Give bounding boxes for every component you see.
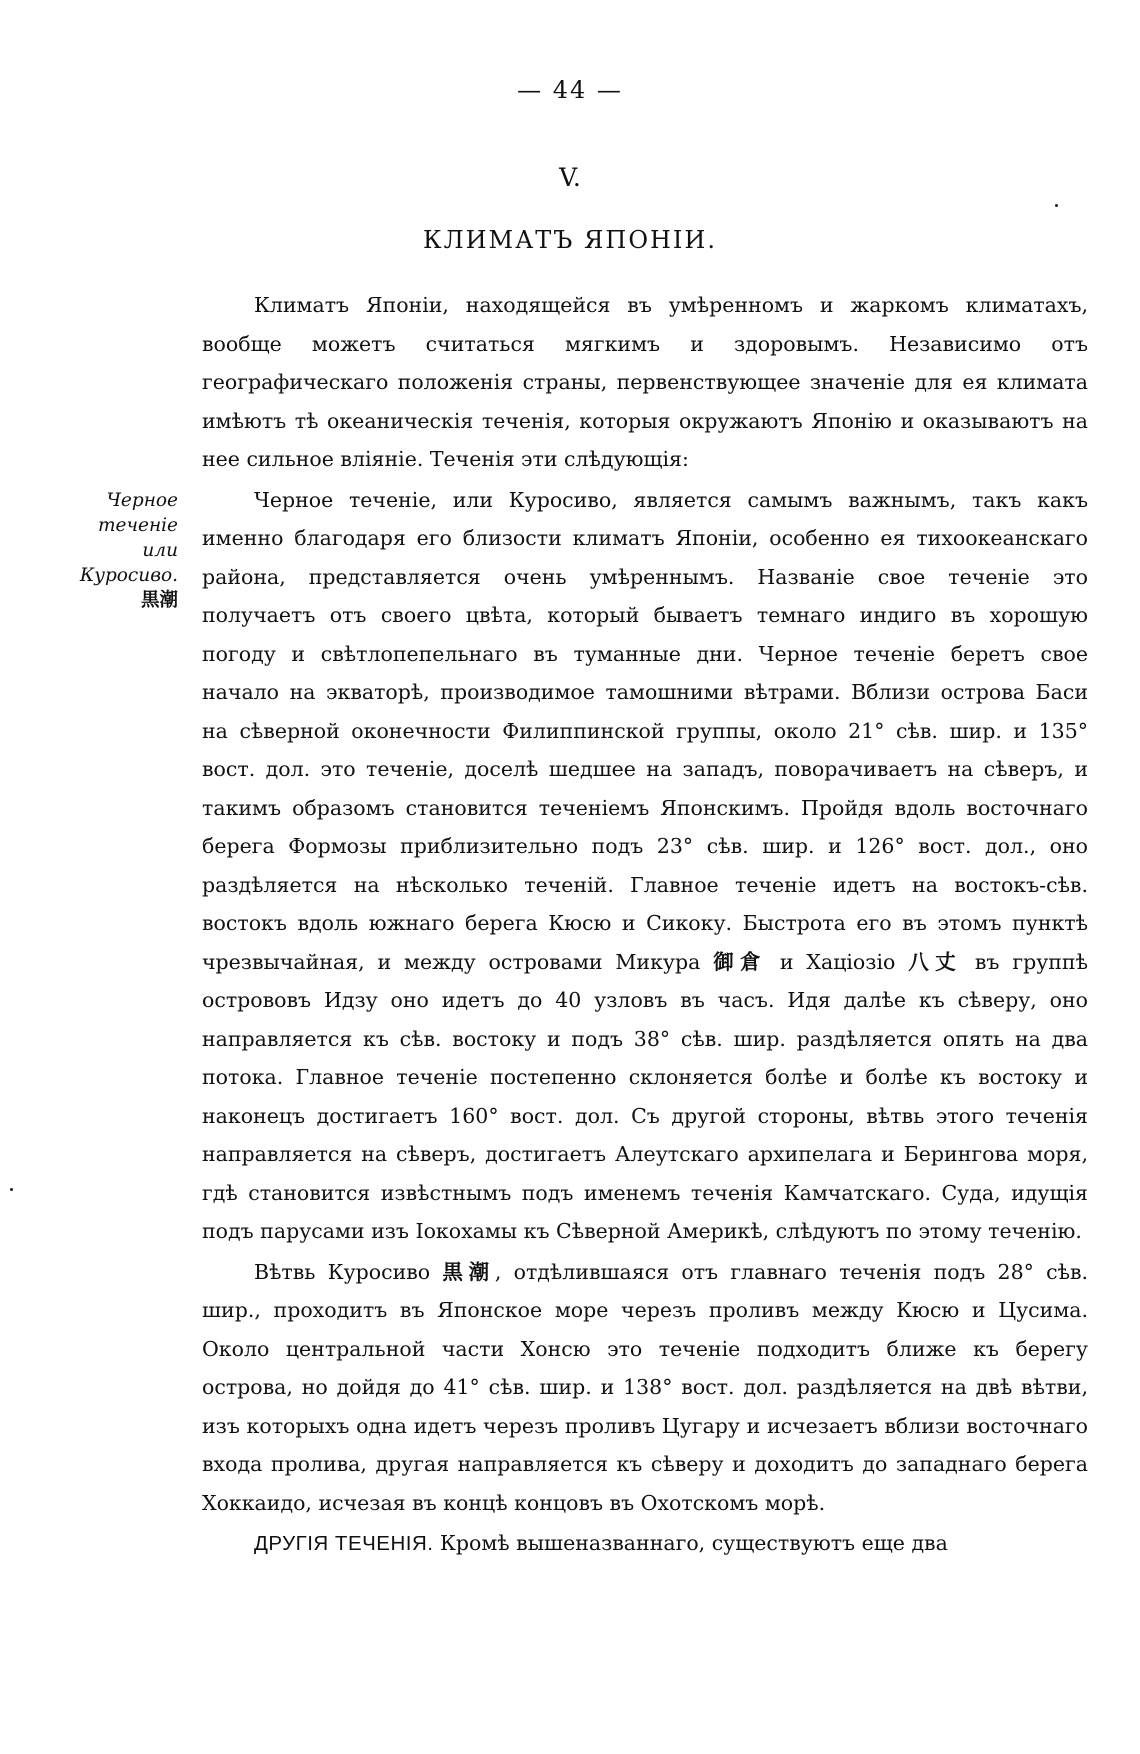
paragraph-other-currents bbox=[202, 1524, 1088, 1564]
stray-dot bbox=[10, 1188, 13, 1191]
margin-note-kanji: 黒潮 bbox=[140, 590, 178, 611]
text-run: , отдѣлившаяся отъ главнаго теченія подъ 28° сѣв. шир., проходитъ въ Японское море черезъ проливъ между Кюсю и Цусима. Около центральной части Хонсю это теченіе подходитъ ближе къ берегу острова, но дойдя до 41° сѣв. шир. и 138° вост. дол. раздѣляется на двѣ вѣтви, изъ которыхъ одна идетъ черезъ проливъ Цугару и исчезаетъ вблизи восточнаго входа пролива, другая направляется къ сѣверу и доходитъ до западнаго берега Хоккаидо, исчезая въ концѣ концовъ въ Охотскомъ морѣ. bbox=[202, 1259, 1089, 1515]
paragraph-climate-intro: Климатъ Японіи, находящейся въ умѣренномъ и жаркомъ климатахъ, вообще можетъ считаться мягкимъ и здоровымъ. Независимо отъ географическаго положенія страны, первенствующее значеніе для ея климата имѣютъ тѣ океаническія теченія, которыя окружаютъ Японію и оказываютъ на нее сильное вліяніе. Теченія эти слѣдующія: bbox=[202, 293, 1088, 471]
kanji-hachijo: 八丈 bbox=[908, 949, 962, 974]
stray-dot bbox=[1055, 204, 1058, 207]
chapter-number: V. bbox=[559, 163, 581, 192]
margin-note-line: Черное bbox=[106, 490, 178, 511]
text-run: въ группѣ острововъ Идзу оно идетъ до 40 узловъ въ часъ. Идя далѣе къ сѣверу, оно направляется къ сѣв. востоку и подъ 38° сѣв. шир. раздѣляется опять на два потока. Главное теченіе постепенно склоняется болѣе и болѣе къ востоку и наконецъ достигаетъ 160° вост. дол. Съ другой стороны, вѣтвь этого теченія направляется на сѣверъ, достигаетъ Алеутскаго архипелага и Берингова моря, гдѣ становится извѣстнымъ подъ именемъ теченія Камчатскаго. Суда, идущія подъ парусами изъ Іокохамы къ Сѣверной Америкѣ, слѣдуютъ по этому теченію. bbox=[202, 949, 1088, 1243]
paragraph-kuroshio-branch bbox=[202, 1253, 1088, 1523]
text-run: Черное теченіе, или Куросиво, является самымъ важнымъ, такъ какъ именно благодаря его близости климатъ Японіи, особенно ея тихоокеанскаго района, представляется очень умѣреннымъ. Названіе свое теченіе это получаетъ отъ своего цвѣта, который бываетъ темнаго индиго въ хорошую погоду и свѣтлопепельнаго въ туманные дни. Черное теченіе беретъ свое начало на экваторѣ, производимое тамошними вѣтрами. Вблизи острова Баси на сѣверной оконечности Филиппинской группы, около 21° сѣв. шир. и 135° вост. дол. это теченіе, доселѣ шедшее на западъ, поворачиваетъ на сѣверъ, и такимъ образомъ становится теченіемъ Японскимъ. Пройдя вдоль восточнаго берега Формозы приблизительно подъ 23° сѣв. шир. и 126° вост. дол., оно раздѣляется на нѣсколько теченій. Главное теченіе идетъ на востокъ-сѣв. востокъ вдоль южнаго берега Кюсю и Сикоку. Быстрота его въ этомъ пунктѣ чрезвычайная, и между островами Микура bbox=[202, 487, 1088, 974]
margin-note-line: теченіе или bbox=[98, 515, 178, 561]
kanji-mikura: 御倉 bbox=[713, 949, 767, 974]
body-text bbox=[202, 286, 1088, 1564]
margin-note-line: Куросиво. bbox=[79, 565, 178, 586]
page-number: — 44 — bbox=[517, 76, 623, 104]
text-run: и Хацiозiо bbox=[779, 949, 896, 974]
paragraph-black-current bbox=[202, 481, 1088, 1251]
text-run: Вѣтвь Куросиво bbox=[254, 1259, 431, 1284]
kanji-kuroshio: 黒潮 bbox=[442, 1259, 495, 1284]
margin-note bbox=[60, 488, 178, 613]
chapter-title: КЛИМАТЪ ЯПОНІИ. bbox=[423, 226, 717, 254]
text-run: Кромѣ вышеназваннаго, существуютъ еще два bbox=[440, 1531, 948, 1555]
subheading-other-currents: ДРУГІЯ ТЕЧЕНІЯ. bbox=[254, 1532, 434, 1555]
